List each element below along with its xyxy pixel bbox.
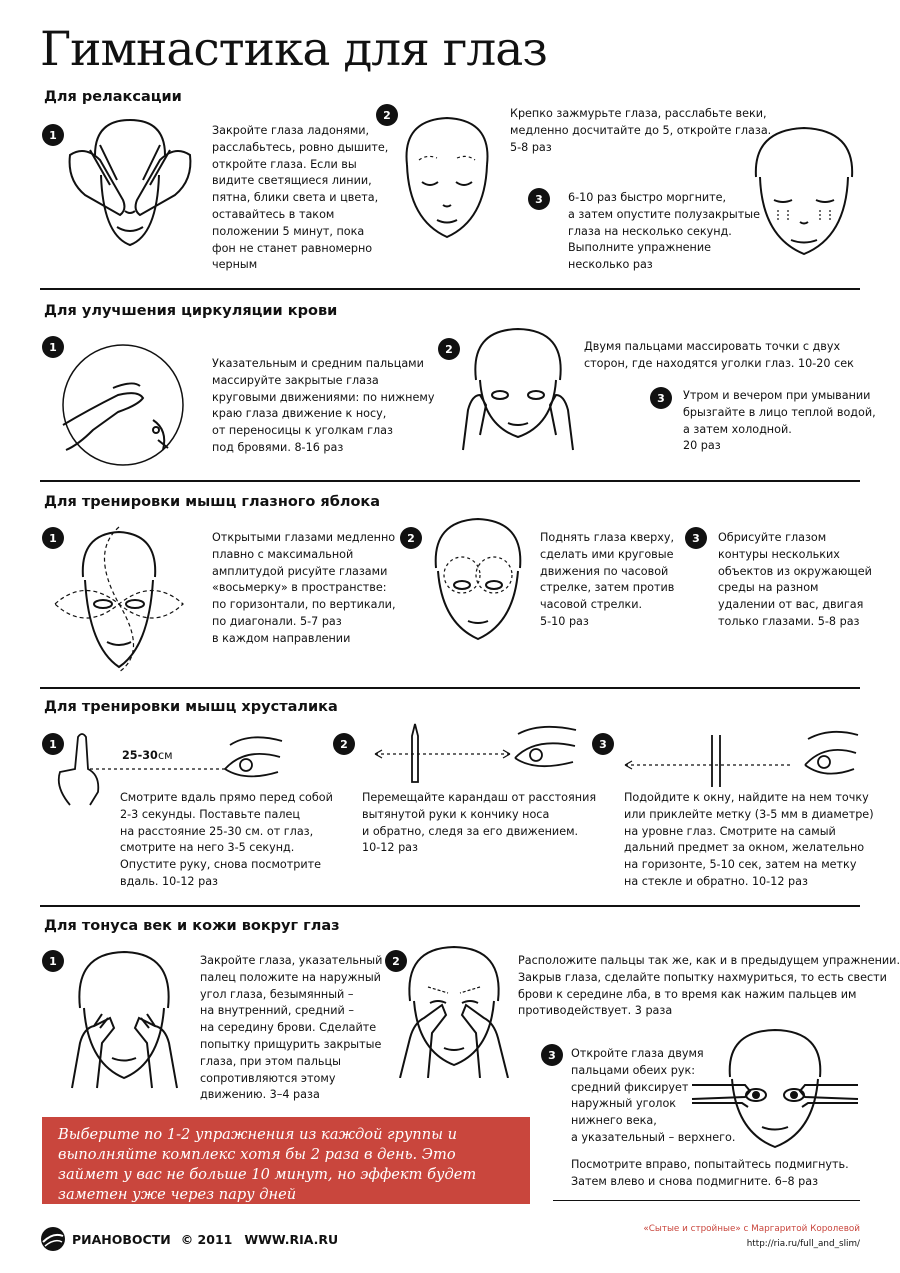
face-frowning-with-fingers-illustration xyxy=(398,943,510,1078)
section-heading-eyeball-muscles: Для тренировки мышц глазного яблока xyxy=(44,494,381,510)
face-opening-eyes-illustration xyxy=(690,1027,860,1152)
finger-massage-circle-illustration xyxy=(58,340,188,470)
step-text: Закройте глаза, указательный палец положите на наружный угол глаза, безымянный – на внутренний, средний – на середину брови. Сделайте попытку прищурить закрытые глаза, при этом пальцы сопротивляются этому движению. 3–4 раза xyxy=(200,954,383,1102)
logo-text: РИАНОВОСТИ xyxy=(72,1231,171,1247)
step-text: Откройте глаза двумя пальцами обеих рук: средний фиксирует наружный уголок нижнего века, а указательный – верхнего. xyxy=(571,1047,736,1144)
step-text: Поднять глаза кверху, сделать ими круговые движения по часовой стрелке, затем против часовой стрелки. 5-10 раз xyxy=(540,531,675,628)
face-blinking-illustration xyxy=(748,122,860,262)
ria-globe-icon xyxy=(40,1226,66,1252)
step-number: 3 xyxy=(541,1044,563,1066)
face-pressing-eye-corners-illustration xyxy=(458,325,578,455)
distance-unit: см xyxy=(158,749,173,762)
face-figure-eight-illustration xyxy=(45,522,193,677)
step-text: Указательным и средним пальцами массируйте закрытые глаза круговыми движениями: по нижнему краю глаза движение к носу, от переносицы к уголкам глаз под бровями. 8-16 раз xyxy=(212,357,435,454)
step-number: 3 xyxy=(650,387,672,409)
credit-line: «Сытые и стройные» с Маргаритой Королевой xyxy=(643,1224,860,1234)
ria-logo[interactable] xyxy=(40,1226,338,1252)
step-text: Подойдите к окну, найдите на нем точку или приклейте метку (3-5 мм в диаметре) на уровне глаз. Смотрите на самый дальний предмет за окном, желательно на горизонте, 5-10 сек, затем на метку на стекле и обратно. 10-12 раз xyxy=(624,791,874,888)
step-text: Крепко зажмурьте глаза, расслабьте веки, медленно досчитайте до 5, откройте глаза. 5-8 раз xyxy=(510,107,772,154)
step-number: 3 xyxy=(592,733,614,755)
step-number: 2 xyxy=(400,527,422,549)
step-text: Утром и вечером при умывании брызгайте в лицо теплой водой, а затем холодной. 20 раз xyxy=(683,389,876,453)
step-text: Расположите пальцы так же, как и в предыдущем упражнении. Закрыв глаза, сделайте попытку нахмуриться, то есть свести брови к середине лба, в то время как нажим пальцев им противодействует. 3 раза xyxy=(518,954,900,1018)
face-circular-eye-movement-illustration xyxy=(428,513,528,643)
step-number: 1 xyxy=(42,950,64,972)
step-text: 6-10 раз быстро моргните, а затем опустите полузакрытые глаза на несколько секунд. Выполните упражнение несколько раз xyxy=(568,191,760,272)
step-number: 3 xyxy=(685,527,707,549)
window-mark-illustration xyxy=(620,725,860,787)
section-divider xyxy=(40,905,860,907)
copyright: © 2011 xyxy=(180,1231,233,1247)
face-fingers-on-eyes-illustration xyxy=(62,948,187,1093)
step-number: 2 xyxy=(333,733,355,755)
distance-label: 25-30 xyxy=(122,749,158,762)
face-squeezing-eyes-illustration xyxy=(397,110,497,245)
step-text: Перемещайте карандаш от расстояния вытянутой руки к кончику носа и обратно, следя за его движением. 10-12 раз xyxy=(362,791,597,855)
step-number: 1 xyxy=(42,733,64,755)
footer-divider xyxy=(553,1200,860,1201)
credit-url[interactable]: http://ria.ru/full_and_slim/ xyxy=(746,1239,860,1249)
step-text: Посмотрите вправо, попытайтесь подмигнуть. Затем влево и снова подмигните. 6–8 раз xyxy=(571,1158,849,1188)
step-number: 3 xyxy=(528,188,550,210)
section-heading-circulation: Для улучшения циркуляции крови xyxy=(44,303,338,319)
site-url[interactable]: WWW.RIA.RU xyxy=(244,1231,339,1247)
section-divider xyxy=(40,687,860,689)
section-heading-relaxation: Для релаксации xyxy=(44,89,182,105)
step-text: Открытыми глазами медленно плавно с максимальной амплитудой рисуйте глазами «восьмерку» в пространстве: по горизонтали, по вертикали, по диагонали. 5-7 раз в каждом направлении xyxy=(212,531,396,645)
step-text: Смотрите вдаль прямо перед собой 2-3 секунды. Поставьте палец на расстояние 25-30 см. от глаз, смотрите на него 3-5 секунд. Опустите руку, снова посмотрите вдаль. 10-12 раз xyxy=(120,791,333,888)
section-divider xyxy=(40,480,860,482)
section-heading-lens-muscles: Для тренировки мышц хрусталика xyxy=(44,699,338,715)
section-heading-eyelid-tone: Для тонуса век и кожи вокруг глаз xyxy=(44,918,340,934)
pencil-tracking-illustration xyxy=(370,722,580,784)
step-number: 2 xyxy=(376,104,398,126)
page-title: Гимнастика для глаз xyxy=(40,22,547,77)
step-number: 2 xyxy=(438,338,460,360)
step-number: 1 xyxy=(42,527,64,549)
step-number: 2 xyxy=(385,950,407,972)
step-number: 1 xyxy=(42,336,64,358)
step-text: Закройте глаза ладонями, расслабьтесь, ровно дышите, откройте глаза. Если вы видите светящиеся линии, пятна, блики света и цвета, оставайтесь в таком положении 5 минут, пока фон не станет равномерно черным xyxy=(212,124,389,272)
section-divider xyxy=(40,288,860,290)
step-text: Двумя пальцами массировать точки с двух сторон, где находятся уголки глаз. 10-20 сек xyxy=(584,340,854,370)
step-text: Обрисуйте глазом контуры нескольких объектов из окружающей среды на разном удалении от вас, двигая только глазами. 5-8 раз xyxy=(718,531,872,628)
step-number: 1 xyxy=(42,124,64,146)
face-palms-over-eyes-illustration xyxy=(65,115,195,260)
recommendation-callout: Выберите по 1-2 упражнения из каждой группы и выполняйте комплекс хотя бы 2 раза в день. Это займет у вас не больше 10 минут, но эффект будет заметен уже через пару дней xyxy=(42,1117,530,1204)
